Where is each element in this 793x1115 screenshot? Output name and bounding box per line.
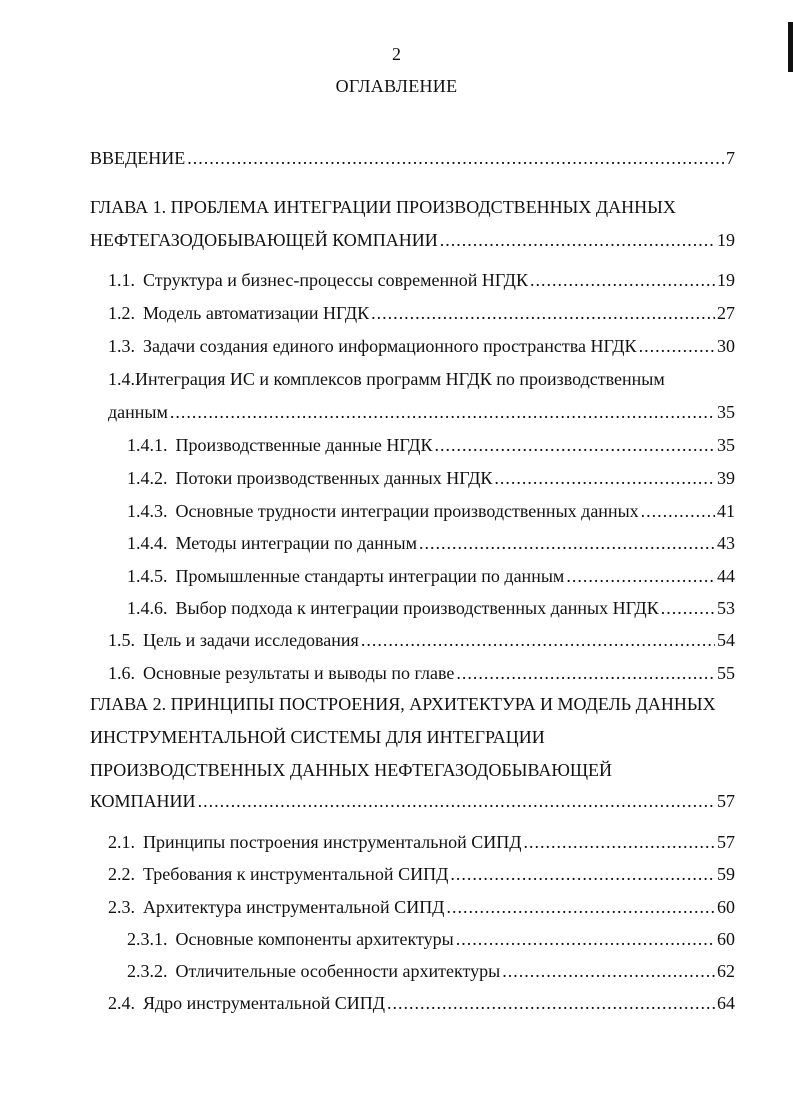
section-title: Методы интеграции по данным	[175, 533, 418, 553]
dot-leader	[456, 663, 715, 684]
section-number: 1.4.5.	[127, 566, 168, 586]
section-number: 1.6.	[108, 663, 135, 683]
toc-section	[127, 435, 432, 456]
toc-entry-1-4-6[interactable]	[127, 598, 735, 624]
chapter-2-heading-line-2[interactable]: ИНСТРУМЕНТАЛЬНОЙ СИСТЕМЫ ДЛЯ ИНТЕГРАЦИИ	[90, 727, 545, 747]
toc-page-number: 44	[717, 566, 735, 586]
section-number: 2.1.	[108, 832, 135, 852]
section-number: 1.4.6.	[127, 598, 168, 618]
toc-page-number: 27	[717, 303, 735, 323]
toc-entry-1-4-4[interactable]	[127, 533, 735, 559]
section-number: 2.3.1.	[127, 929, 168, 949]
toc-entry-1-6[interactable]	[108, 663, 735, 689]
toc-page-number: 54	[717, 630, 735, 650]
section-title: Производственные данные НГДК	[175, 435, 433, 455]
dot-leader	[361, 630, 715, 651]
section-number: 1.4.	[108, 369, 135, 389]
toc-section	[127, 501, 639, 522]
toc-page-number: 57	[717, 791, 735, 811]
dot-leader	[450, 864, 715, 885]
section-title: Основные результаты и выводы по главе	[143, 663, 455, 683]
toc-page-number: 64	[717, 993, 735, 1013]
toc-section	[127, 929, 454, 950]
chapter-2-heading-line-1[interactable]: ГЛАВА 2. ПРИНЦИПЫ ПОСТРОЕНИЯ, АРХИТЕКТУРА И МОДЕЛЬ ДАННЫХ	[90, 694, 716, 714]
section-number: 1.5.	[108, 630, 135, 650]
toc-entry-2-2[interactable]	[108, 864, 735, 890]
section-number: 1.3.	[108, 336, 135, 356]
dot-leader	[419, 533, 715, 554]
toc-page-number: 19	[717, 230, 735, 250]
toc-entry-1-1[interactable]	[108, 270, 735, 296]
section-title: Основные трудности интеграции производственных данных	[175, 501, 639, 521]
section-title: Отличительные особенности архитектуры	[175, 961, 501, 981]
toc-page-number: 55	[717, 663, 735, 683]
section-number: 1.4.2.	[127, 468, 168, 488]
toc-page-number: 35	[717, 402, 735, 422]
toc-page-number: 53	[717, 598, 735, 618]
section-title: Цель и задачи исследования	[143, 630, 359, 650]
toc-entry-1-5[interactable]	[108, 630, 735, 656]
section-title: Интеграция ИС и комплексов программ НГДК по производственным	[135, 369, 665, 389]
dot-leader	[530, 270, 715, 291]
toc-section	[108, 270, 528, 291]
toc-entry-2-3-1[interactable]	[127, 929, 735, 955]
section-number: 2.3.	[108, 897, 135, 917]
toc-entry-1-4-5[interactable]	[127, 566, 735, 592]
chapter-2-heading-line-3[interactable]: ПРОИЗВОДСТВЕННЫХ ДАННЫХ НЕФТЕГАЗОДОБЫВАЮЩЕЙ	[90, 760, 613, 780]
chapter-1-heading-line-2: НЕФТЕГАЗОДОБЫВАЮЩЕЙ КОМПАНИИ	[90, 230, 438, 250]
toc-entry-1-4[interactable]	[108, 402, 735, 428]
toc-entry-1-4-line-1[interactable]	[108, 369, 665, 390]
section-title: Структура и бизнес-процессы современной НГДК	[143, 270, 528, 290]
toc-entry-1-2[interactable]	[108, 303, 735, 329]
dot-leader	[434, 435, 715, 456]
section-number: 1.2.	[108, 303, 135, 323]
chapter-2-heading-line-4: КОМПАНИИ	[90, 791, 196, 811]
dot-leader	[198, 791, 715, 812]
toc-page-number: 7	[726, 148, 735, 168]
toc-page-number: 30	[717, 336, 735, 356]
toc-section	[108, 897, 444, 918]
section-number: 2.3.2.	[127, 961, 168, 981]
dot-leader	[387, 993, 715, 1014]
toc-section	[127, 533, 417, 554]
toc-entry-intro[interactable]	[90, 148, 735, 174]
section-number: 1.4.1.	[127, 435, 168, 455]
toc-section	[108, 864, 448, 885]
section-title: Ядро инструментальной СИПД	[143, 993, 386, 1013]
toc-page-number: 41	[717, 501, 735, 521]
toc-entry-label: ВВЕДЕНИЕ	[90, 148, 186, 168]
toc-page-number: 57	[717, 832, 735, 852]
section-title: Потоки производственных данных НГДК	[175, 468, 493, 488]
dot-leader	[639, 336, 715, 357]
toc-entry-1-3[interactable]	[108, 336, 735, 362]
dot-leader	[456, 929, 715, 950]
chapter-1-heading-line-1[interactable]: ГЛАВА 1. ПРОБЛЕМА ИНТЕГРАЦИИ ПРОИЗВОДСТВЕННЫХ ДАННЫХ	[90, 197, 676, 217]
dot-leader	[440, 230, 715, 251]
toc-entry-1-4-2[interactable]	[127, 468, 735, 494]
section-title: Промышленные стандарты интеграции по данным	[175, 566, 565, 586]
toc-entry-2-3-2[interactable]	[127, 961, 735, 987]
toc-entry-1-4-1[interactable]	[127, 435, 735, 461]
toc-section	[108, 630, 359, 651]
section-title: Принципы построения инструментальной СИПД	[143, 832, 522, 852]
section-title: Выбор подхода к интеграции производственных данных НГДК	[175, 598, 659, 618]
toc-section	[127, 566, 564, 587]
chapter-2-heading-entry[interactable]	[90, 791, 735, 817]
section-title: Задачи создания единого информационного пространства НГДК	[143, 336, 637, 356]
toc-page-number: 60	[717, 929, 735, 949]
section-title-continued: данным	[108, 402, 168, 422]
toc-entry-2-3[interactable]	[108, 897, 735, 923]
dot-leader	[502, 961, 715, 982]
toc-section	[108, 303, 369, 324]
dot-leader	[566, 566, 715, 587]
section-number: 1.1.	[108, 270, 135, 290]
toc-page-number: 19	[717, 270, 735, 290]
section-number: 2.2.	[108, 864, 135, 884]
dot-leader	[494, 468, 715, 489]
toc-entry-1-4-3[interactable]	[127, 501, 735, 527]
toc-section	[127, 598, 659, 619]
toc-section	[108, 832, 522, 853]
dot-leader	[446, 897, 715, 918]
section-number: 1.4.4.	[127, 533, 168, 553]
toc-page-number: 43	[717, 533, 735, 553]
section-title: Архитектура инструментальной СИПД	[143, 897, 445, 917]
dot-leader	[170, 402, 715, 423]
toc-entry-2-4[interactable]	[108, 993, 735, 1019]
toc-page-number: 59	[717, 864, 735, 884]
toc-section	[127, 961, 500, 982]
section-title: Модель автоматизации НГДК	[143, 303, 370, 323]
dot-leader	[641, 501, 715, 522]
section-number: 1.4.3.	[127, 501, 168, 521]
section-number: 2.4.	[108, 993, 135, 1013]
toc-section	[108, 663, 454, 684]
dot-leader	[371, 303, 715, 324]
toc-title: ОГЛАВЛЕНИЕ	[335, 76, 458, 96]
toc-page-number: 60	[717, 897, 735, 917]
dot-leader	[187, 148, 724, 169]
chapter-1-heading-entry[interactable]	[90, 230, 735, 256]
toc-section	[127, 468, 492, 489]
toc-page-number: 62	[717, 961, 735, 981]
dot-leader	[524, 832, 715, 853]
section-title: Требования к инструментальной СИПД	[143, 864, 449, 884]
toc-entry-2-1[interactable]	[108, 832, 735, 858]
toc-section	[108, 993, 385, 1014]
toc-page-number: 39	[717, 468, 735, 488]
dot-leader	[661, 598, 715, 619]
page-number: 2	[392, 44, 401, 64]
toc-page-number: 35	[717, 435, 735, 455]
section-title: Основные компоненты архитектуры	[175, 929, 454, 949]
toc-section	[108, 336, 637, 357]
